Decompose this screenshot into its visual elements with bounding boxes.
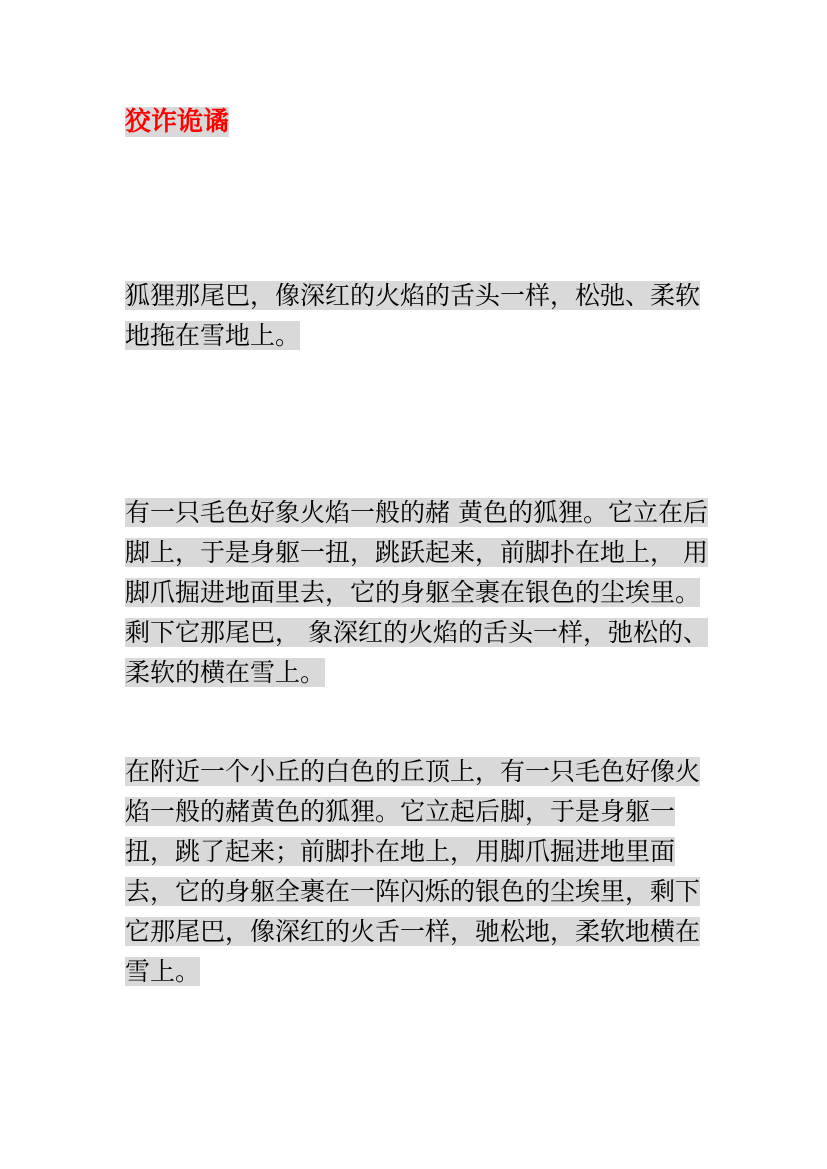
paragraph-2-text: 有一只毛色好象火焰一般的赭 黄色的狐狸。它立在后脚上，于是身躯一扭，跳跃起来，前脚扑在地上， 用脚爪掘进地面里去，它的身躯全裹在银色的尘埃里。剩下它那尾巴， 象深红的火焰的舌头一样，弛松的、柔软的横在雪上。 (125, 498, 708, 687)
paragraph-1-text: 狐狸那尾巴，像深红的火焰的舌头一样，松弛、柔软地拖在雪地上。 (125, 281, 701, 350)
paragraph-2 (125, 493, 715, 693)
page-title (125, 104, 229, 140)
title-text: 狡诈诡谲 (125, 107, 230, 137)
paragraph-1 (125, 276, 715, 356)
paragraph-3-text: 在附近一个小丘的白色的丘顶上，有一只毛色好像火焰一般的赭黄色的狐狸。它立起后脚，于是身躯一扭，跳了起来；前脚扑在地上，用脚爪掘进地里面去，它的身躯全裹在一阵闪烁的银色的尘埃里，剩下它那尾巴，像深红的火舌一样，驰松地，柔软地横在雪上。 (125, 757, 701, 986)
paragraph-3 (125, 752, 715, 992)
